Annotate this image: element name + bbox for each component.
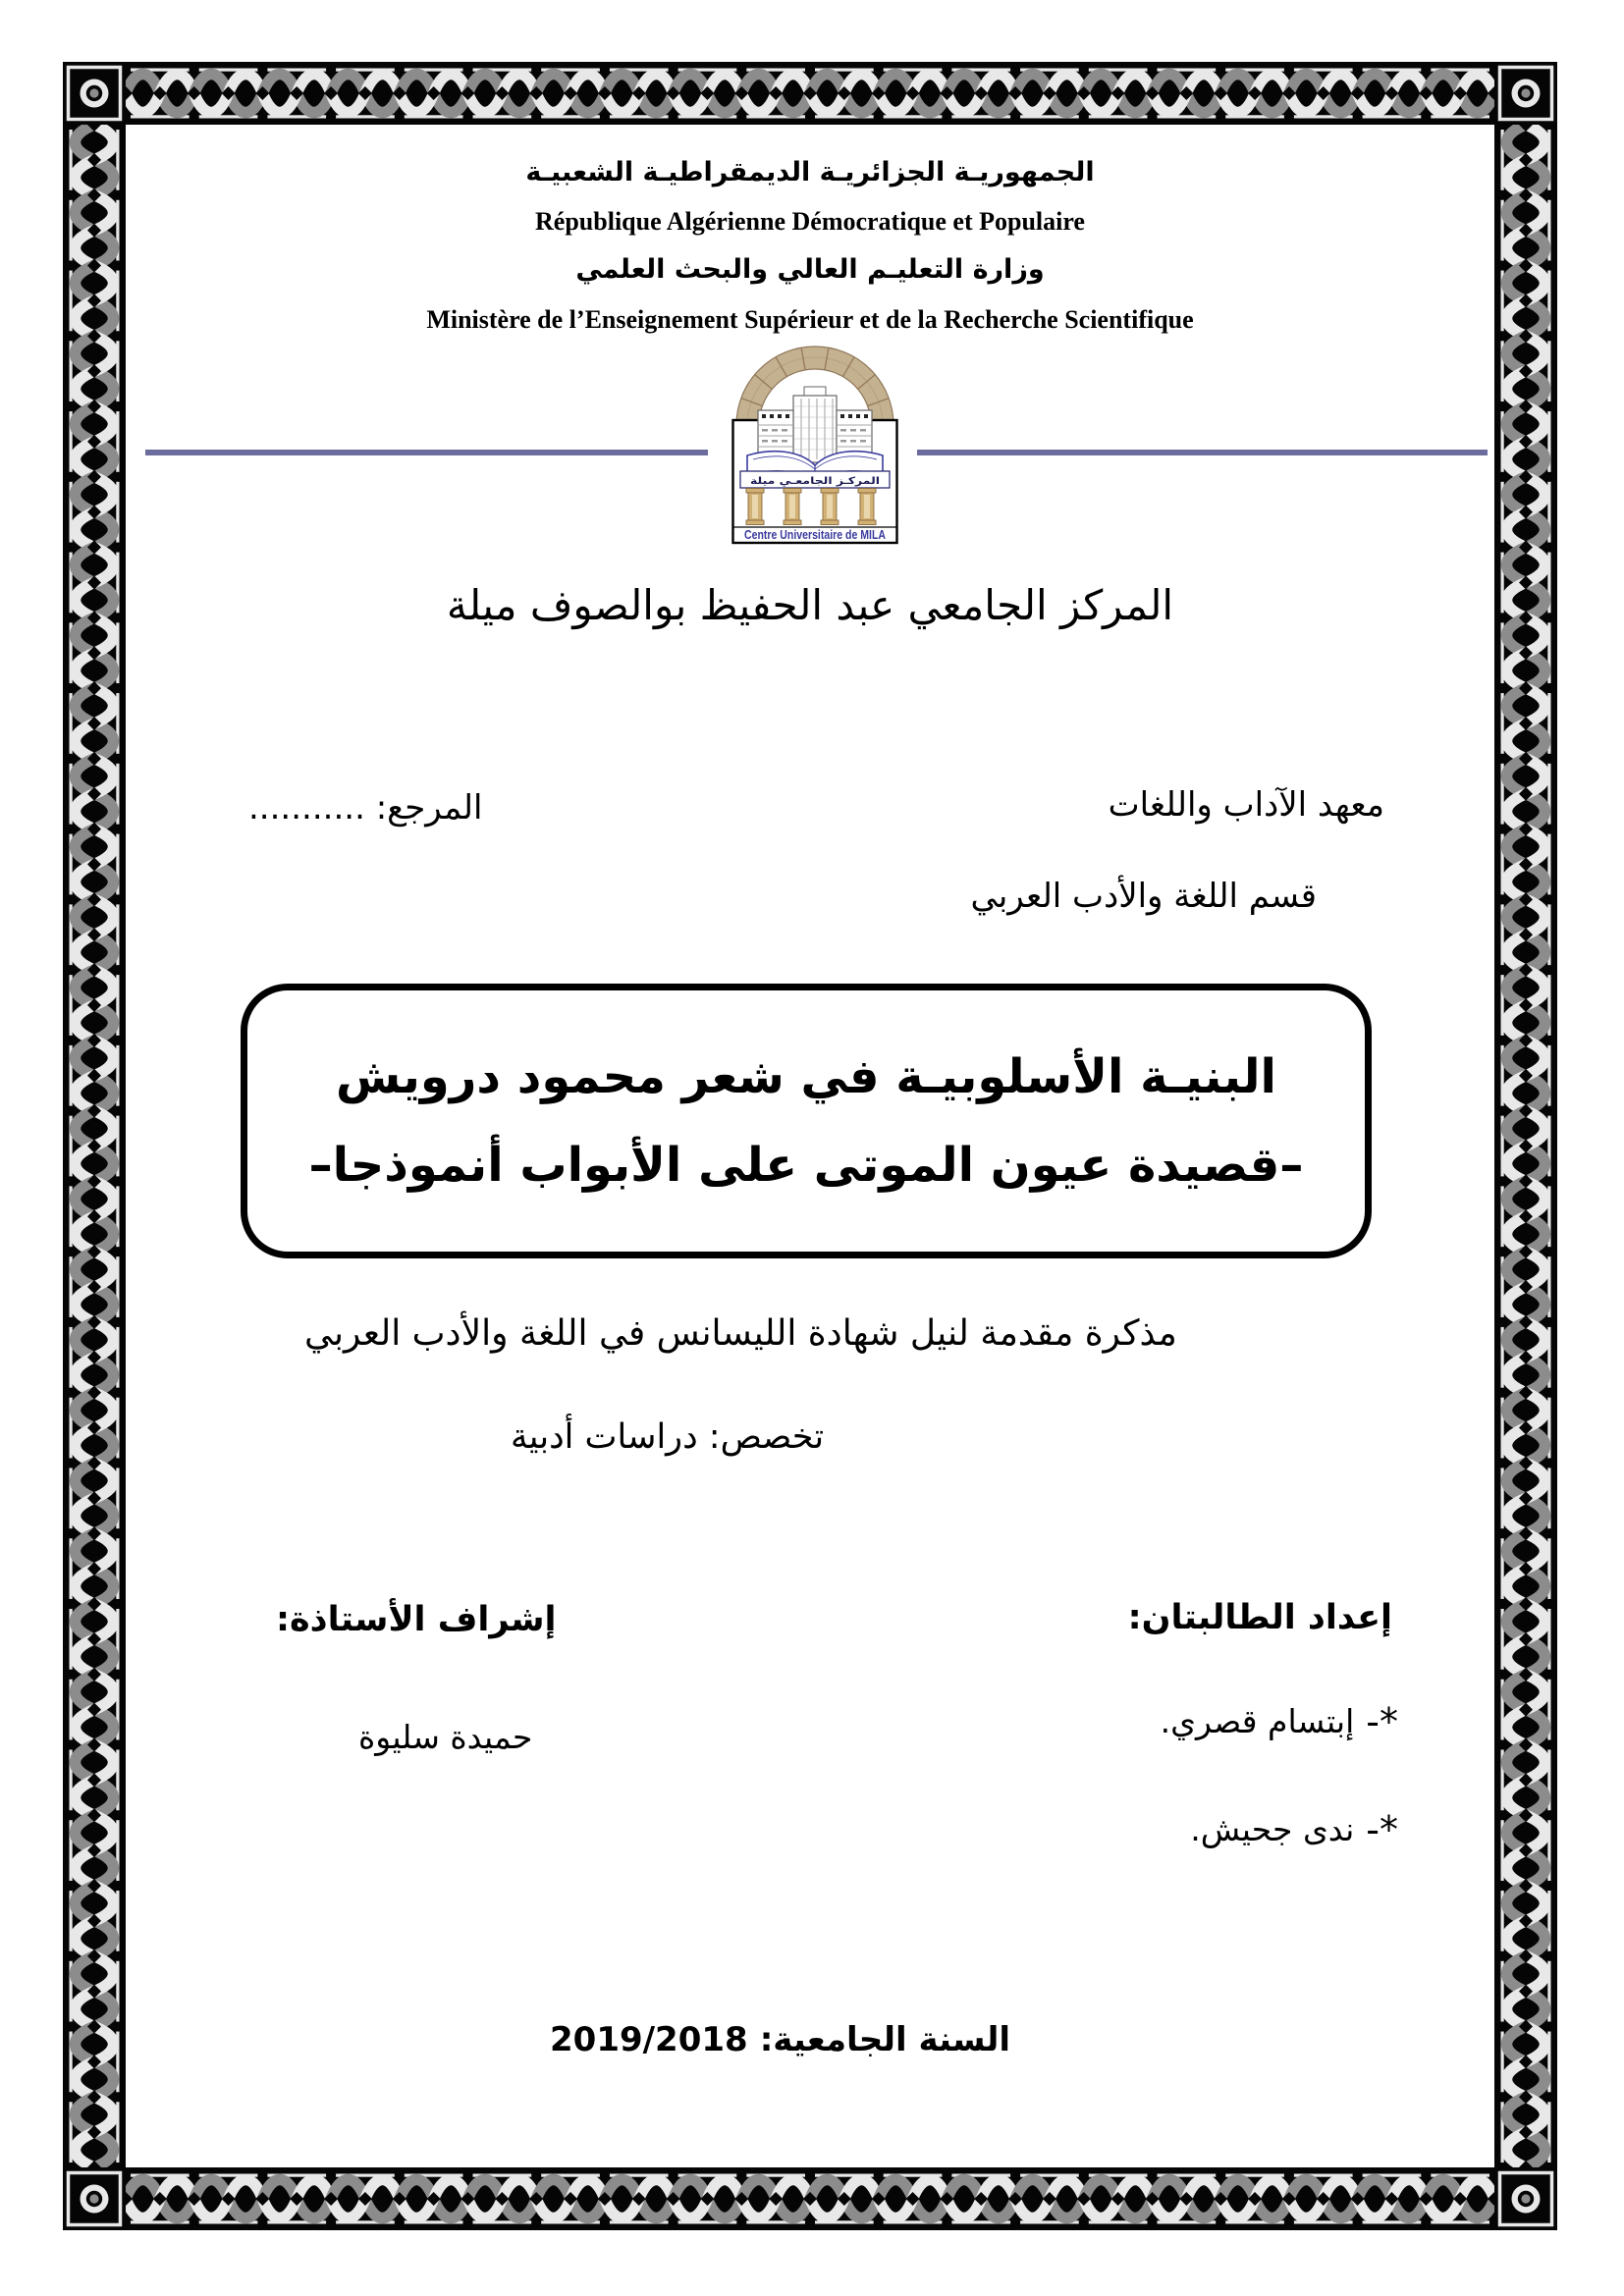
decorative-line-left [145,450,708,455]
thesis-title-box [241,984,1372,1258]
student-name: ندى جحيش. [1190,1810,1355,1848]
ministry-name-french: Ministère de l’Enseignement Supérieur et de la Recherche Scientifique [426,305,1194,334]
reference-field: المرجع: ........... [248,788,483,828]
academic-year-label: السنة الجامعية: [759,2020,1011,2059]
university-name: المركز الجامعي عبد الحفيظ بوالصوف ميلة [446,581,1174,629]
student-bullet: *- [1366,1699,1398,1743]
specialization: تخصص: دراسات أدبية [511,1417,825,1457]
republic-name-arabic: الجمهوريـة الجزائريـة الديمقراطيـة الشعبيـة [525,157,1095,187]
memoir-note: مذكرة مقدمة لنيل شهادة الليسانس في اللغة والأدب العربي [304,1313,1177,1354]
student-row [1160,1699,1398,1743]
department-name: قسم اللغة والأدب العربي [970,877,1317,916]
logo-banner-text: المركـز الجامعـي ميلة [750,476,880,487]
academic-year-value: 2019/2018 [550,2020,748,2059]
thesis-title-line1: البنيـة الأسلوبيـة في شعر محمود درويش [336,1049,1276,1104]
logo-caption-text: Centre Universitaire de MILA [744,528,886,542]
decorative-line-right [917,450,1488,455]
logo-banner [740,471,890,488]
student-name: إبتسام قصري. [1160,1702,1355,1740]
thesis-title-line2: –قصيدة عيون الموتى على الأبواب أنموذجا– [308,1138,1304,1193]
student-row [1190,1807,1398,1851]
university-logo [731,341,898,545]
student-bullet: *- [1366,1807,1398,1851]
ministry-name-arabic: وزارة التعليـم العالي والبحث العلمي [575,254,1045,285]
supervision-heading: إشراف الأستاذة: [276,1600,557,1639]
preparers-heading: إعداد الطالبتان: [1127,1598,1392,1637]
institute-name: معهد الآداب واللغات [1108,785,1384,825]
republic-name-french: République Algérienne Démocratique et Populaire [535,207,1085,236]
supervisor-name: حميدة سليوة [358,1718,533,1756]
academic-year [550,2020,1010,2059]
